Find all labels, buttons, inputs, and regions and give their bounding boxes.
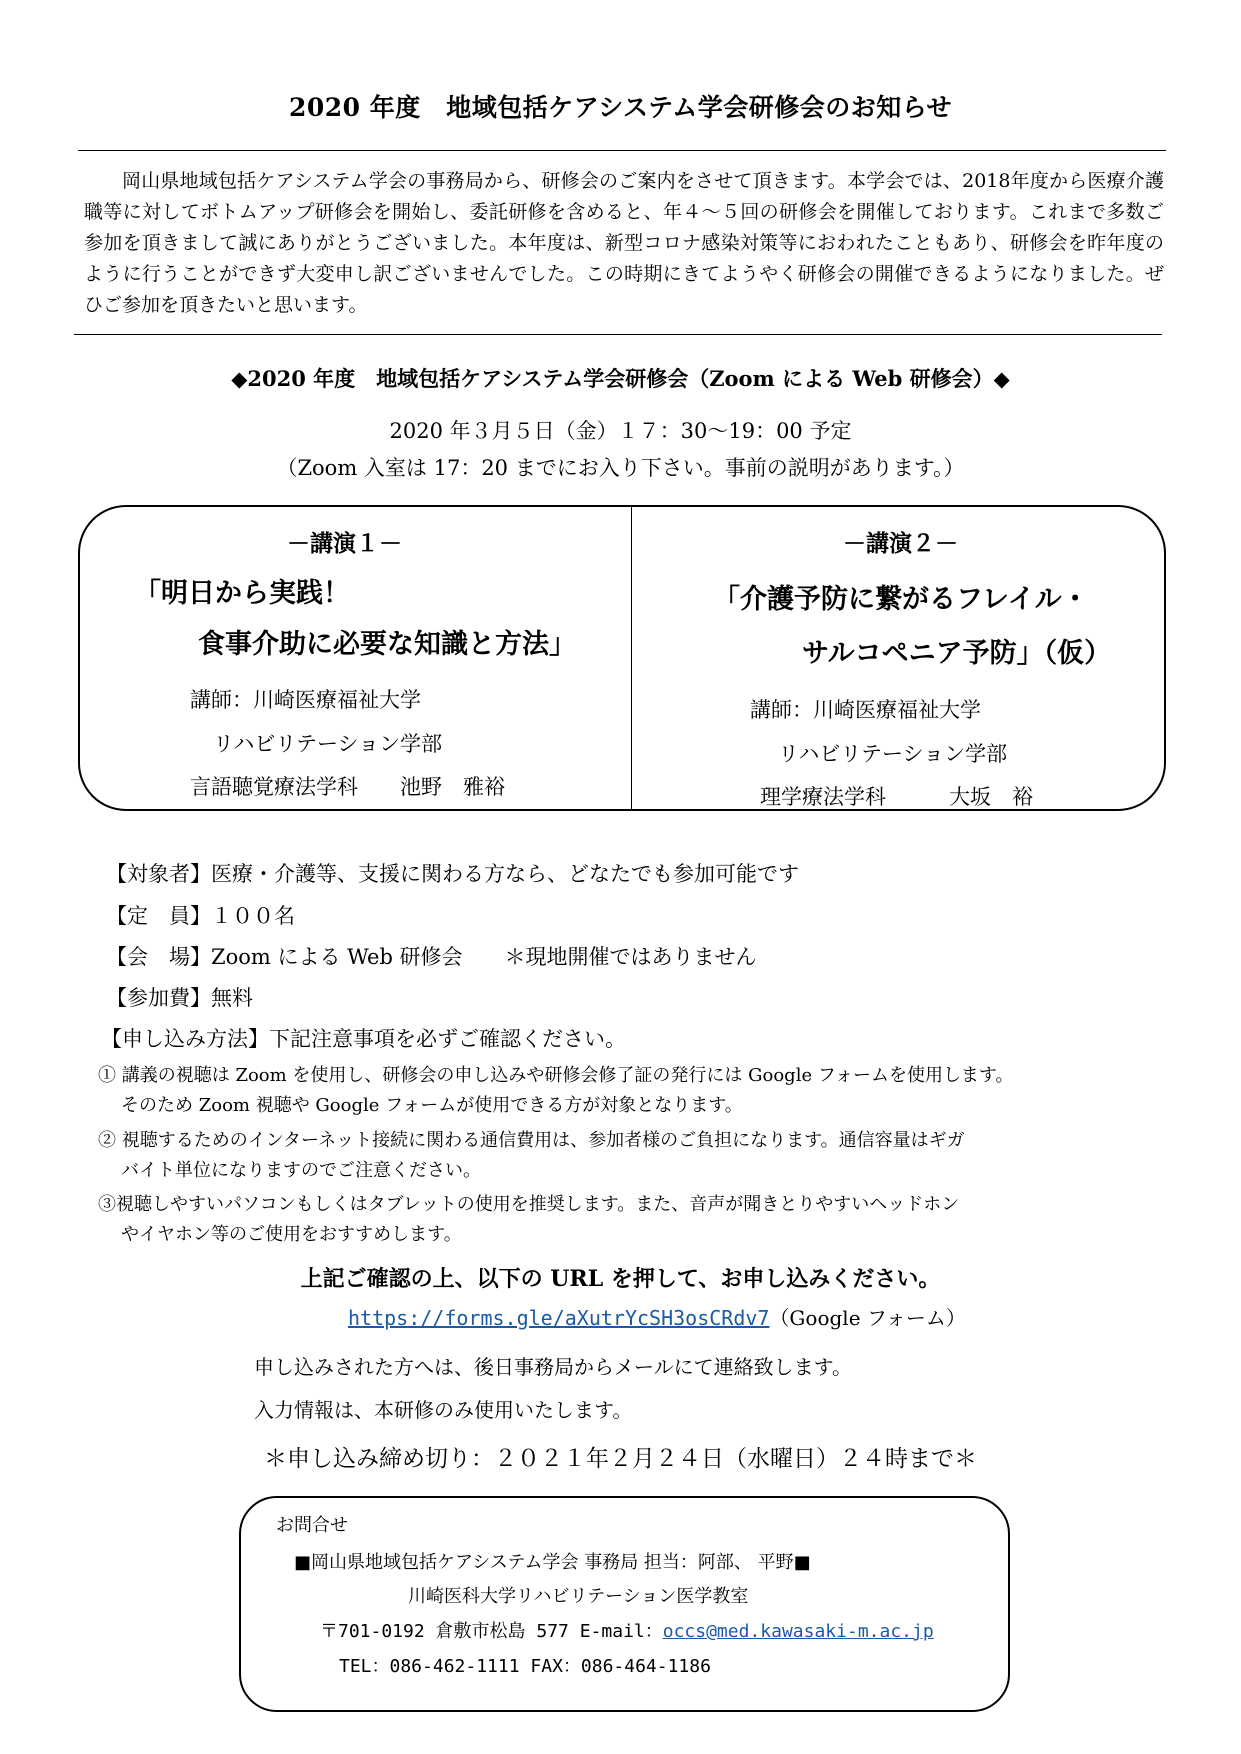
zoom-entry-note: （Zoom 入室は 17：20 までにお入り下さい。事前の説明があります。）: [276, 456, 965, 480]
lecture-1-title-line1: 「明日から実践！: [134, 578, 350, 609]
lecture-2-heading: －講演２－: [843, 531, 958, 557]
detail-apply-method: 【申し込み方法】下記注意事項を必ずご確認ください。: [101, 1027, 626, 1051]
divider-bottom: [74, 334, 1162, 335]
google-form-link[interactable]: https://forms.gle/aXutrYcSH3osCRdv7: [348, 1306, 770, 1330]
intro-paragraph: 岡山県地域包括ケアシステム学会の事務局から、研修会のご案内をさせて頂きます。本学会では、2018年度から医療介護職等に対してボトムアップ研修会を開始し、委託研修を含めると、年４～５回の研修会を開催しております。これまで多数ご参加を頂きまして誠にありがとうございました。本年度は、新型コロナ感染対策等におわれたこともあり、研修会を昨年度のように行うことができず大変申し訳ございませんでした。この時期にきてようやく研修会の開催できるようになりました。ぜひご参加を頂きたいと思います。: [84, 170, 1164, 316]
event-subtitle: ◆2020 年度 地域包括ケアシステム学会研修会（Zoom による Web 研修会）◆: [231, 366, 1010, 391]
lecture-1-title-line2: 食事介助に必要な知識と方法」: [198, 629, 576, 660]
contact-email-link[interactable]: occs@med.kawasaki-m.ac.jp: [662, 1621, 934, 1642]
detail-venue: 【会 場】Zoom による Web 研修会 ＊現地開催ではありません: [106, 945, 757, 969]
apply-call-to-action: 上記ご確認の上、以下の URL を押して、お申し込みください。: [300, 1266, 941, 1292]
apply-followup: 申し込みされた方へは、後日事務局からメールにて連絡致します。: [254, 1355, 852, 1379]
detail-fee: 【参加費】無料: [106, 986, 253, 1010]
contact-department: 川崎医科大学リハビリテーション医学教室: [408, 1586, 749, 1607]
apply-deadline: ＊申し込み締め切り：２０２１年２月２４日（水曜日）２４時まで＊: [264, 1446, 977, 1472]
lecture-2-lecturer-line2: リハビリテーション学部: [778, 742, 1008, 766]
note-3-line1: ③視聴しやすいパソコンもしくはタブレットの使用を推奨します。また、音声が聞きとりやすいヘッドホン: [98, 1194, 960, 1215]
contact-phone: TEL：086-462-1111 FAX：086-464-1186: [339, 1656, 711, 1677]
lecture-1-lecturer-line3: 言語聴覚療法学科 池野 雅裕: [190, 775, 505, 799]
lecture-1-heading: －講演１－: [287, 531, 402, 557]
lecture-1-lecturer-line1: 講師：川崎医療福祉大学: [190, 688, 421, 712]
lecture-divider: [631, 505, 632, 811]
page-title: 2020 年度 地域包括ケアシステム学会研修会のお知らせ: [288, 93, 953, 122]
note-1-line2: そのため Zoom 視聴や Google フォームが使用できる方が対象となります。: [121, 1095, 743, 1116]
contact-label: お問合せ: [276, 1515, 348, 1536]
contact-address: 〒701-0192 倉敷市松島 577 E-mail：: [320, 1621, 663, 1642]
lecture-2-lecturer-line1: 講師：川崎医療福祉大学: [750, 698, 981, 722]
apply-privacy: 入力情報は、本研修のみ使用いたします。: [254, 1398, 633, 1422]
detail-target: 【対象者】医療・介護等、支援に関わる方なら、どなたでも参加可能です: [106, 862, 799, 886]
contact-organization: ■岡山県地域包括ケアシステム学会 事務局 担当：阿部、 平野■: [294, 1552, 811, 1573]
note-2-line1: ② 視聴するためのインターネット接続に関わる通信費用は、参加者様のご負担になります。通信容量はギガ: [98, 1130, 965, 1151]
note-2-line2: バイト単位になりますのでご注意ください。: [121, 1160, 481, 1181]
lecture-2-title-line2: サルコペニア予防」（仮）: [802, 638, 1112, 669]
contact-address-line: [320, 1617, 934, 1643]
note-3-line2: やイヤホン等のご使用をおすすめします。: [121, 1224, 462, 1245]
note-1-line1: ① 講義の視聴は Zoom を使用し、研修会の申し込みや研修会修了証の発行には Google フォームを使用します。: [98, 1065, 1014, 1086]
lecture-2-title-line1: 「介護予防に繋がるフレイル・: [713, 584, 1089, 615]
divider-top: [78, 150, 1166, 151]
lecture-2-lecturer-line3: 理学療法学科 大坂 裕: [760, 785, 1033, 809]
lecture-1-lecturer-line2: リハビリテーション学部: [213, 732, 443, 756]
detail-capacity: 【定 員】１００名: [106, 904, 295, 928]
form-link-line: [348, 1302, 966, 1331]
form-link-suffix: （Google フォーム）: [769, 1306, 966, 1330]
event-date: 2020 年３月５日（金）１７：30～19：00 予定: [389, 419, 852, 443]
